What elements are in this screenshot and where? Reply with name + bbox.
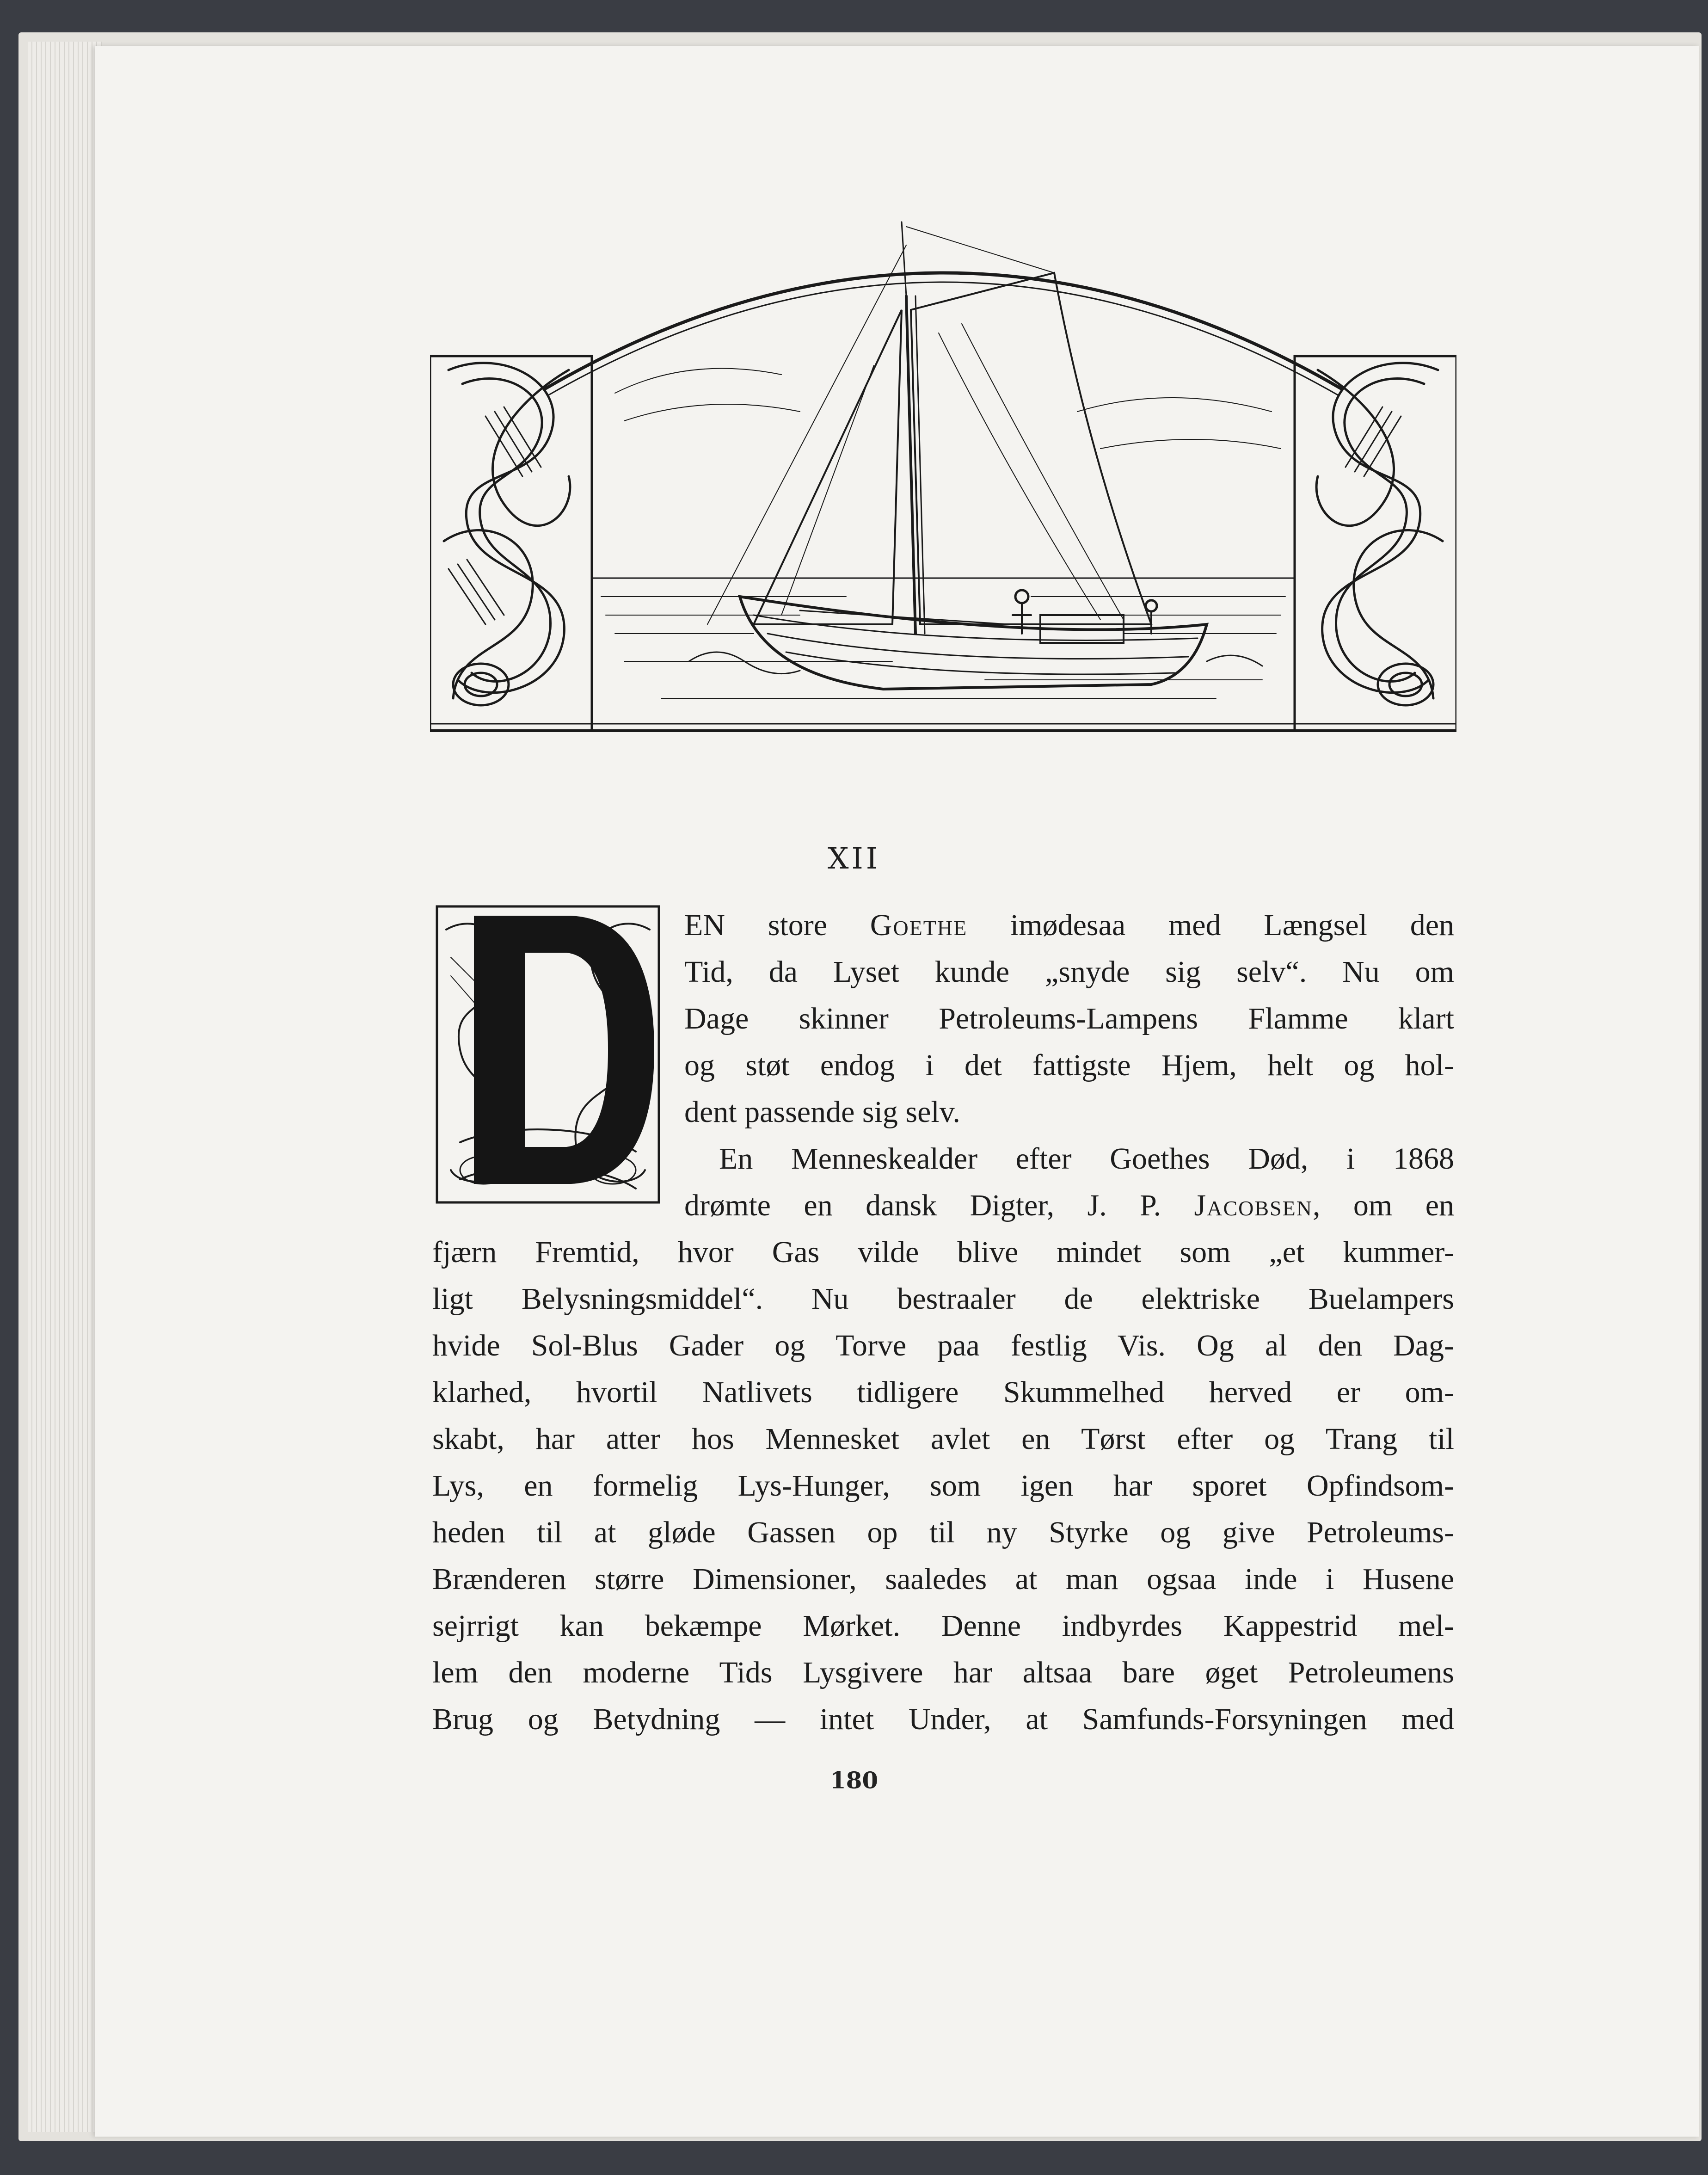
text-line	[432, 995, 1454, 1042]
sailboat-illustration	[430, 217, 1456, 740]
text-line	[432, 1089, 1454, 1135]
paragraph-2-line-9: heden til at gløde Gassen op til ny Styrke og give Petroleums-	[432, 1516, 1454, 1549]
paragraph-2-line-8: Lys, en formelig Lys-Hunger, som igen har sporet Opfindsom-	[432, 1469, 1454, 1503]
paragraph-2-line-5: hvide Sol-Blus Gader og Torve paa festlig Vis. Og al den Dag-	[432, 1329, 1454, 1362]
text-line	[432, 1135, 1454, 1182]
paragraph-2-line-3: fjærn Fremtid, hvor Gas vilde blive mindet som „et kummer-	[432, 1235, 1454, 1269]
paragraph-2-line-12: lem den moderne Tids Lysgivere har altsaa bare øget Petroleumens	[432, 1656, 1454, 1689]
body-text	[432, 902, 1454, 1743]
text-line	[432, 1649, 1454, 1696]
paragraph-1-line-5: dent passende sig selv.	[684, 1095, 960, 1129]
text-line	[432, 1462, 1454, 1509]
text-line	[432, 949, 1454, 995]
paragraph-1-line-4: og støt endog i det fattigste Hjem, helt og hol-	[684, 1048, 1454, 1082]
text-line	[432, 1322, 1454, 1369]
paragraph-2-line-1: En Menneskealder efter Goethes Død, i 1868	[719, 1142, 1454, 1176]
text-line	[432, 1275, 1454, 1322]
text-line	[432, 1416, 1454, 1462]
paragraph-2-line-2: drømte en dansk Digter, J. P. Jacobsen, om en	[684, 1189, 1454, 1222]
paragraph-1-line-2: Tid, da Lyset kunde „snyde sig selv“. Nu om	[684, 955, 1454, 989]
paragraph-2-line-10: Brænderen større Dimensioner, saaledes at man ogsaa inde i Husene	[432, 1562, 1454, 1596]
paragraph-2-line-4: ligt Belysningsmiddel“. Nu bestraaler de elektriske Buelampers	[432, 1282, 1454, 1316]
paragraph-2-line-6: klarhed, hvortil Natlivets tidligere Skummelhed herved er om-	[432, 1375, 1454, 1409]
chapter-heading: XII	[827, 842, 881, 876]
text-line	[432, 1369, 1454, 1416]
paragraph-1-line-1: EN store Goethe imødesaa med Længsel den	[684, 908, 1454, 942]
text-line	[432, 1182, 1454, 1229]
text-line	[432, 1696, 1454, 1743]
page-number: 180	[829, 1767, 879, 1794]
paragraph-2-line-13: Brug og Betydning — intet Under, at Samfunds-Forsyningen med	[432, 1702, 1454, 1736]
page-edges	[28, 42, 102, 2132]
text-line	[432, 902, 1454, 949]
text-line	[432, 1556, 1454, 1602]
paragraph-1-line-3: Dage skinner Petroleums-Lampens Flamme klart	[684, 1002, 1454, 1035]
text-line	[432, 1509, 1454, 1556]
text-line	[432, 1602, 1454, 1649]
paragraph-2-line-11: sejrrigt kan bekæmpe Mørket. Denne indbyrdes Kappestrid mel-	[432, 1609, 1454, 1643]
paragraph-2-line-7: skabt, har atter hos Mennesket avlet en Tørst efter og Trang til	[432, 1422, 1454, 1456]
text-line	[432, 1042, 1454, 1089]
sailboat-vignette	[430, 217, 1456, 740]
text-line	[432, 1229, 1454, 1275]
